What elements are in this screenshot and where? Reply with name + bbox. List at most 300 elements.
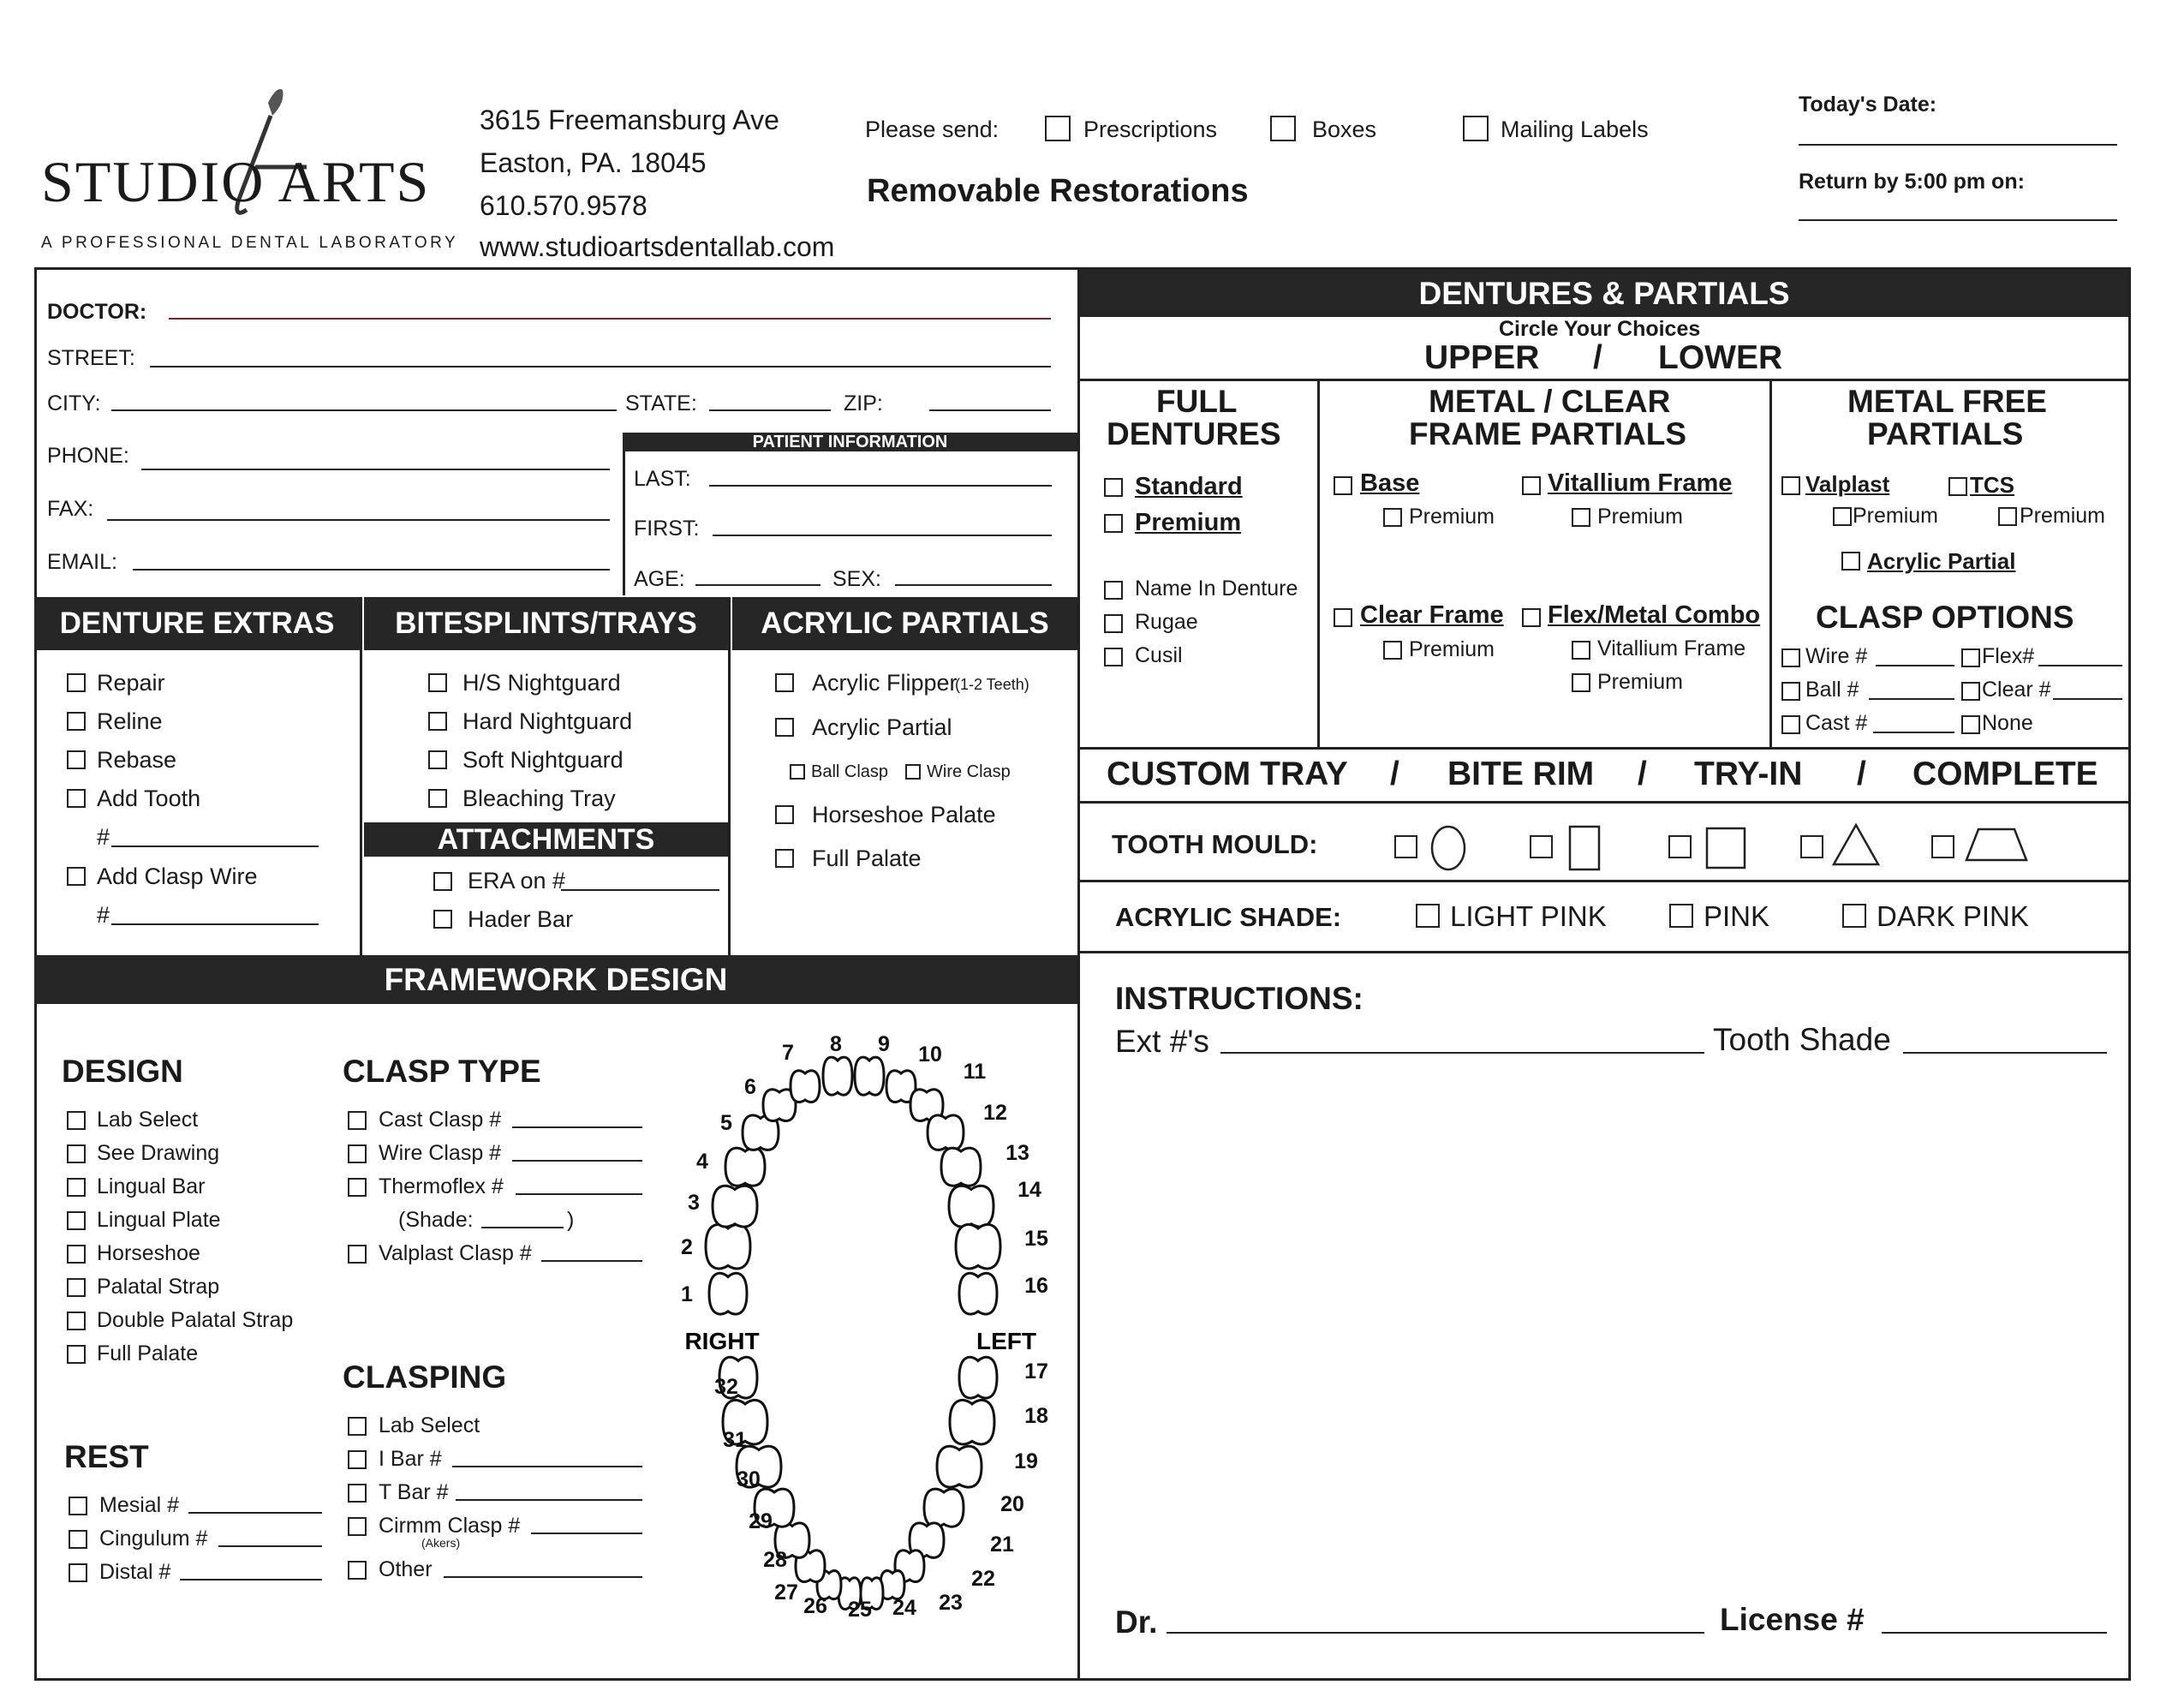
design-lingual-bar-label: Lingual Bar <box>97 1174 206 1198</box>
wire-clasp-type-checkbox[interactable] <box>348 1144 367 1163</box>
boxes-checkbox[interactable] <box>1270 116 1296 141</box>
tooth-number-3: 3 <box>688 1191 700 1215</box>
add-clasp-wire-hash: # <box>97 902 110 928</box>
tooth-13[interactable] <box>941 1148 981 1186</box>
i-bar-checkbox[interactable] <box>348 1450 367 1469</box>
prescriptions-label: Prescriptions <box>1083 117 1218 142</box>
design-title: DESIGN <box>62 1054 183 1089</box>
pink-checkbox[interactable] <box>1669 904 1693 928</box>
dentures-subheader-divider <box>1077 379 2131 381</box>
ball-option-field[interactable] <box>1869 698 1954 700</box>
license-field[interactable] <box>1882 1632 2107 1634</box>
premium-full-checkbox[interactable] <box>1104 514 1123 533</box>
tooth-number-18: 18 <box>1024 1404 1048 1428</box>
tooth-number-17: 17 <box>1024 1359 1048 1383</box>
tooth-8[interactable] <box>823 1057 852 1095</box>
ext-field[interactable] <box>1220 1052 1704 1054</box>
valplast-clasp-field[interactable] <box>541 1260 642 1262</box>
first-name-label: FIRST: <box>634 517 700 541</box>
t-bar-field[interactable] <box>456 1499 642 1501</box>
design-see-drawing-checkbox[interactable] <box>67 1144 86 1163</box>
tooth-4[interactable] <box>725 1148 765 1186</box>
divider-extras <box>360 597 362 957</box>
stage-separator-3: / <box>1857 756 1866 792</box>
none-option-label: None <box>1982 711 2033 735</box>
square-mould-icon <box>1704 824 1747 872</box>
rebase-checkbox[interactable] <box>67 750 86 769</box>
design-palatal-strap-checkbox[interactable] <box>67 1278 86 1297</box>
base-premium-checkbox[interactable] <box>1383 508 1402 527</box>
i-bar-label: I Bar # <box>379 1447 442 1471</box>
name-in-denture-checkbox[interactable] <box>1104 581 1123 600</box>
clear-frame-checkbox[interactable] <box>1334 608 1352 627</box>
sex-field[interactable] <box>895 584 1052 586</box>
clear-option-checkbox[interactable] <box>1961 682 1980 701</box>
design-double-palatal-strap-label: Double Palatal Strap <box>97 1308 294 1332</box>
tooth-2[interactable] <box>706 1224 750 1268</box>
design-palatal-strap-label: Palatal Strap <box>97 1275 220 1299</box>
bite-rim-option[interactable]: BITE RIM <box>1447 756 1595 792</box>
cast-clasp-label: Cast Clasp # <box>379 1108 502 1132</box>
flex-metal-label: Flex/Metal Combo <box>1548 601 1761 629</box>
add-clasp-wire-label: Add Clasp Wire <box>97 863 258 889</box>
denture-extras-header: DENTURE EXTRAS <box>34 597 360 650</box>
add-clasp-wire-number-field[interactable] <box>111 923 319 925</box>
reline-checkbox[interactable] <box>67 712 86 731</box>
tooth-number-7: 7 <box>782 1041 794 1065</box>
mould-square-checkbox[interactable] <box>1668 835 1692 858</box>
tooth-15[interactable] <box>956 1224 1000 1268</box>
email-field[interactable] <box>133 569 610 571</box>
vitallium-premium-label: Premium <box>1597 505 1684 529</box>
tooth-12[interactable] <box>928 1115 964 1150</box>
add-clasp-wire-checkbox[interactable] <box>67 867 86 886</box>
logo-subtitle: A PROFESSIONAL DENTAL LABORATORY <box>41 234 459 252</box>
bleaching-tray-label: Bleaching Tray <box>462 786 616 811</box>
vitallium-frame-label: Vitallium Frame <box>1548 469 1733 497</box>
license-label: License # <box>1720 1602 1865 1637</box>
thermoflex-shade-label: (Shade: <box>398 1208 474 1232</box>
stages-bottom-divider <box>1077 801 2131 804</box>
thermoflex-checkbox[interactable] <box>348 1178 367 1197</box>
soft-nightguard-checkbox[interactable] <box>428 750 447 769</box>
design-lab-select-label: Lab Select <box>97 1108 199 1132</box>
patient-info-header: PATIENT INFORMATION <box>623 433 1077 451</box>
hard-nightguard-label: Hard Nightguard <box>462 708 633 734</box>
email-label: EMAIL: <box>47 550 117 574</box>
full-dentures-divider <box>1317 379 1320 747</box>
rectangle-mould-icon <box>1567 824 1602 872</box>
design-lingual-plate-label: Lingual Plate <box>97 1208 221 1232</box>
metal-clear-title-1: METAL / CLEAR <box>1429 384 1671 419</box>
doctor-field[interactable] <box>169 318 1051 320</box>
cirmm-clasp-label: Cirmm Clasp # <box>379 1514 521 1538</box>
ball-clasp-checkbox[interactable] <box>790 764 805 780</box>
tooth-shade-field[interactable] <box>1903 1052 2107 1054</box>
tooth-16[interactable] <box>959 1273 997 1314</box>
lower-option[interactable]: LOWER <box>1658 339 1783 376</box>
flex-metal-checkbox[interactable] <box>1522 608 1541 627</box>
light-pink-label: LIGHT PINK <box>1450 900 1607 932</box>
circle-choices-label: Circle Your Choices <box>1499 317 1701 341</box>
light-pink-checkbox[interactable] <box>1416 904 1440 928</box>
mould-bottom-divider <box>1077 880 2131 882</box>
cast-option-checkbox[interactable] <box>1781 715 1800 734</box>
state-label: STATE: <box>625 391 697 415</box>
other-clasping-label: Other <box>379 1557 433 1581</box>
clasp-type-title: CLASP TYPE <box>343 1054 541 1089</box>
mould-oval-checkbox[interactable] <box>1394 835 1417 858</box>
cast-option-field[interactable] <box>1873 732 1954 733</box>
rest-distal-field[interactable] <box>180 1579 322 1580</box>
cirmm-clasp-field[interactable] <box>531 1533 642 1534</box>
tooth-number-12: 12 <box>983 1101 1007 1125</box>
design-double-palatal-strap-checkbox[interactable] <box>67 1312 86 1330</box>
tooth-number-15: 15 <box>1024 1227 1048 1251</box>
clear-option-field[interactable] <box>2053 698 2122 700</box>
add-tooth-hash: # <box>97 824 110 850</box>
tooth-number-21: 21 <box>990 1533 1014 1557</box>
please-send-label: Please send: <box>865 117 1000 142</box>
stage-separator-1: / <box>1390 756 1399 792</box>
dark-pink-label: DARK PINK <box>1877 900 2029 932</box>
last-name-label: LAST: <box>634 467 691 491</box>
tooth-number-27: 27 <box>774 1580 798 1604</box>
design-lingual-bar-checkbox[interactable] <box>67 1178 86 1197</box>
mailing-labels-checkbox[interactable] <box>1463 116 1489 141</box>
rest-distal-checkbox[interactable] <box>69 1563 87 1582</box>
tooth-number-24: 24 <box>892 1596 916 1620</box>
flex-premium-checkbox[interactable] <box>1572 673 1590 692</box>
shade-bottom-divider <box>1077 951 2131 953</box>
design-lingual-plate-checkbox[interactable] <box>67 1211 86 1230</box>
vitallium-frame-checkbox[interactable] <box>1522 476 1541 495</box>
other-clasping-field[interactable] <box>444 1576 642 1578</box>
tcs-checkbox[interactable] <box>1948 477 1967 496</box>
city-field[interactable] <box>111 409 617 411</box>
metal-free-title-1: METAL FREE <box>1847 384 2047 419</box>
stage-separator-2: / <box>1638 756 1647 792</box>
form-title: Removable Restorations <box>867 173 1249 209</box>
base-label: Base <box>1360 469 1420 497</box>
base-premium-label: Premium <box>1409 505 1495 529</box>
thermoflex-shade-field[interactable] <box>481 1227 564 1228</box>
full-palate-label: Full Palate <box>812 846 922 871</box>
fax-label: FAX: <box>47 497 94 521</box>
tooth-17[interactable] <box>959 1357 997 1398</box>
tooth-number-9: 9 <box>878 1032 890 1056</box>
custom-tray-option[interactable]: CUSTOM TRAY <box>1107 756 1348 792</box>
akers-note: (Akers) <box>421 1536 461 1550</box>
hader-bar-label: Hader Bar <box>468 906 574 932</box>
tooth-3[interactable] <box>713 1186 757 1227</box>
dentures-partials-header: DENTURES & PARTIALS <box>1080 270 2128 317</box>
tcs-label: TCS <box>1970 472 2014 498</box>
flex-option-checkbox[interactable] <box>1961 648 1980 667</box>
tooth-18[interactable] <box>950 1400 994 1443</box>
tooth-number-6: 6 <box>744 1075 756 1099</box>
sex-label: SEX: <box>832 567 881 591</box>
mailing-labels-label: Mailing Labels <box>1501 117 1649 142</box>
full-dentures-title-2: DENTURES <box>1107 416 1281 451</box>
acrylic-flipper-label: Acrylic Flipper <box>812 670 958 696</box>
tooth-number-20: 20 <box>1000 1492 1024 1516</box>
oval-mould-icon <box>1429 824 1468 872</box>
boxes-label: Boxes <box>1312 117 1377 142</box>
tooth-number-1: 1 <box>681 1282 693 1306</box>
wire-clasp-type-field[interactable] <box>512 1160 642 1162</box>
cast-option-label: Cast # <box>1805 711 1868 735</box>
tooth-number-30: 30 <box>737 1467 761 1491</box>
city-label: CITY: <box>47 391 101 415</box>
tooth-number-4: 4 <box>696 1150 708 1174</box>
valplast-premium-checkbox[interactable] <box>1833 507 1852 526</box>
era-label: ERA on # <box>468 868 566 893</box>
name-in-denture-label: Name In Denture <box>1135 577 1298 601</box>
age-label: AGE: <box>634 567 685 591</box>
valplast-clasp-checkbox[interactable] <box>348 1245 367 1264</box>
tcs-premium-checkbox[interactable] <box>1998 507 2017 526</box>
tooth-number-25: 25 <box>848 1598 872 1622</box>
rugae-label: Rugae <box>1135 610 1198 634</box>
clear-option-label: Clear # <box>1982 678 2051 702</box>
add-tooth-checkbox[interactable] <box>67 789 86 808</box>
left-side-label: LEFT <box>976 1328 1036 1354</box>
lab-website[interactable]: www.studioartsdentallab.com <box>480 231 835 262</box>
acrylic-partial-mf-checkbox[interactable] <box>1841 552 1860 571</box>
center-divider <box>1077 267 1080 1681</box>
valplast-checkbox[interactable] <box>1781 476 1800 495</box>
design-full-palate-checkbox[interactable] <box>67 1345 86 1364</box>
rest-cingulum-checkbox[interactable] <box>69 1530 87 1549</box>
add-tooth-label: Add Tooth <box>97 786 201 811</box>
phone-label: PHONE: <box>47 444 129 468</box>
tooth-14[interactable] <box>949 1186 994 1227</box>
rest-mesial-field[interactable] <box>188 1512 322 1514</box>
doctor-label: DOCTOR: <box>47 300 147 324</box>
street-label: STREET: <box>47 346 135 370</box>
mould-rectangle-checkbox[interactable] <box>1530 835 1553 858</box>
thermoflex-label: Thermoflex # <box>379 1174 504 1198</box>
tooth-number-22: 22 <box>971 1567 995 1591</box>
tcs-premium-label: Premium <box>2020 504 2106 528</box>
dr-signature-field[interactable] <box>1167 1632 1704 1634</box>
ball-option-checkbox[interactable] <box>1781 682 1800 701</box>
cirmm-clasp-checkbox[interactable] <box>348 1517 367 1536</box>
return-by-field[interactable] <box>1799 219 2117 221</box>
lab-address-2: Easton, PA. 18045 <box>480 147 707 178</box>
era-number-field[interactable] <box>561 889 719 891</box>
return-by-label: Return by 5:00 pm on: <box>1799 170 2025 194</box>
clasp-options-title: CLASP OPTIONS <box>1816 600 2074 635</box>
design-lab-select-checkbox[interactable] <box>67 1111 86 1130</box>
tooth-19[interactable] <box>937 1446 982 1487</box>
framework-design-header: FRAMEWORK DESIGN <box>34 955 1077 1004</box>
wire-clasp-type-label: Wire Clasp # <box>379 1141 502 1165</box>
prescriptions-checkbox[interactable] <box>1045 116 1071 141</box>
tooth-number-32: 32 <box>714 1375 738 1399</box>
attachments-header: ATTACHMENTS <box>364 822 728 857</box>
age-field[interactable] <box>695 584 820 586</box>
tooth-1[interactable] <box>709 1273 747 1314</box>
cusil-label: Cusil <box>1135 643 1183 667</box>
clasping-lab-select-checkbox[interactable] <box>348 1417 367 1436</box>
rebase-label: Rebase <box>97 747 177 773</box>
lab-address-1: 3615 Freemansburg Ave <box>480 105 779 135</box>
rest-mesial-checkbox[interactable] <box>69 1497 87 1515</box>
thermoflex-field[interactable] <box>516 1193 642 1195</box>
mould-triangle-checkbox[interactable] <box>1800 835 1823 858</box>
hs-nightguard-checkbox[interactable] <box>428 673 447 692</box>
dr-signature-label: Dr. <box>1115 1604 1158 1640</box>
acrylic-shade-label: ACRYLIC SHADE: <box>1115 902 1342 932</box>
first-name-field[interactable] <box>713 535 1052 536</box>
trapezoid-mould-icon <box>1963 826 2030 863</box>
rest-title: REST <box>64 1439 149 1474</box>
horseshoe-palate-label: Horseshoe Palate <box>812 802 996 828</box>
rugae-checkbox[interactable] <box>1104 614 1123 633</box>
acrylic-flipper-note: (1-2 Teeth) <box>955 676 1029 693</box>
triangle-mould-icon <box>1831 822 1881 867</box>
acrylic-flipper-checkbox[interactable] <box>775 673 794 692</box>
acrylic-partial-checkbox[interactable] <box>775 718 794 737</box>
wire-clasp-label: Wire Clasp <box>927 762 1011 781</box>
clear-frame-label: Clear Frame <box>1360 601 1504 629</box>
tooth-9[interactable] <box>855 1057 884 1095</box>
valplast-premium-label: Premium <box>1853 504 1939 528</box>
tooth-mould-label: TOOTH MOULD: <box>1112 829 1318 859</box>
zip-field[interactable] <box>929 409 1051 411</box>
clear-frame-premium-label: Premium <box>1409 637 1495 661</box>
design-horseshoe-checkbox[interactable] <box>67 1245 86 1264</box>
rest-cingulum-label: Cingulum # <box>99 1527 208 1551</box>
tooth-number-23: 23 <box>939 1591 963 1615</box>
tooth-7[interactable] <box>791 1071 820 1102</box>
wire-option-label: Wire # <box>1805 644 1868 668</box>
standard-checkbox[interactable] <box>1104 478 1123 497</box>
dark-pink-checkbox[interactable] <box>1842 904 1866 928</box>
wire-option-checkbox[interactable] <box>1781 648 1800 667</box>
instructions-title: INSTRUCTIONS: <box>1115 981 1364 1016</box>
tooth-number-16: 16 <box>1024 1274 1048 1298</box>
bleaching-tray-checkbox[interactable] <box>428 789 447 808</box>
cast-clasp-field[interactable] <box>512 1126 642 1128</box>
complete-option[interactable]: COMPLETE <box>1912 756 2098 792</box>
tooth-number-19: 19 <box>1014 1449 1038 1473</box>
tooth-chart[interactable] <box>659 1019 1071 1653</box>
flex-option-field[interactable] <box>2038 665 2122 666</box>
tooth-number-28: 28 <box>763 1548 787 1572</box>
ball-option-label: Ball # <box>1805 678 1859 702</box>
soft-nightguard-label: Soft Nightguard <box>462 747 624 773</box>
vitallium-premium-checkbox[interactable] <box>1572 508 1590 527</box>
tooth-number-13: 13 <box>1005 1141 1029 1165</box>
add-tooth-number-field[interactable] <box>111 846 319 847</box>
acrylic-partial-label: Acrylic Partial <box>812 714 952 740</box>
tooth-number-14: 14 <box>1017 1178 1041 1202</box>
last-name-field[interactable] <box>709 485 1052 487</box>
mould-trapezoid-checkbox[interactable] <box>1931 835 1954 858</box>
state-field[interactable] <box>709 409 831 411</box>
try-in-option[interactable]: TRY-IN <box>1694 756 1803 792</box>
tooth-number-11: 11 <box>963 1060 987 1084</box>
cusil-checkbox[interactable] <box>1104 648 1123 666</box>
tooth-shade-label: Tooth Shade <box>1713 1022 1891 1057</box>
flex-vitallium-label: Vitallium Frame <box>1597 636 1746 660</box>
tooth-number-2: 2 <box>681 1235 693 1259</box>
era-checkbox[interactable] <box>433 872 452 891</box>
instructions-area[interactable] <box>1113 1071 2115 1585</box>
design-full-palate-label: Full Palate <box>97 1341 199 1365</box>
bitesplints-header: BITESPLINTS/TRAYS <box>364 597 728 650</box>
valplast-label: Valplast <box>1805 471 1890 497</box>
t-bar-checkbox[interactable] <box>348 1484 367 1503</box>
street-field[interactable] <box>150 366 1051 367</box>
tooth-number-29: 29 <box>749 1509 773 1533</box>
logo-text: STUDIO ARTS <box>41 149 431 214</box>
design-horseshoe-label: Horseshoe <box>97 1241 200 1265</box>
hard-nightguard-checkbox[interactable] <box>428 712 447 731</box>
upper-lower-separator: / <box>1593 339 1602 376</box>
clasping-lab-select-label: Lab Select <box>379 1413 480 1437</box>
flex-vitallium-checkbox[interactable] <box>1572 641 1590 660</box>
tooth-20[interactable] <box>924 1489 964 1527</box>
divider-bitesplints <box>728 597 731 957</box>
patient-box-left <box>623 433 625 595</box>
thermoflex-shade-close: ) <box>567 1208 575 1232</box>
standard-label: Standard <box>1135 473 1243 500</box>
t-bar-label: T Bar # <box>379 1480 449 1504</box>
flex-premium-label: Premium <box>1597 670 1684 694</box>
stages-top-divider <box>1077 747 2131 750</box>
rest-mesial-label: Mesial # <box>99 1493 180 1517</box>
hader-bar-checkbox[interactable] <box>433 910 452 929</box>
none-option-checkbox[interactable] <box>1961 715 1980 734</box>
clear-frame-premium-checkbox[interactable] <box>1383 641 1402 660</box>
fax-field[interactable] <box>107 519 610 521</box>
acrylic-partials-header: ACRYLIC PARTIALS <box>732 597 1077 650</box>
wire-option-field[interactable] <box>1876 665 1954 666</box>
wire-clasp-checkbox[interactable] <box>905 764 921 780</box>
right-side-label: RIGHT <box>684 1328 760 1354</box>
base-checkbox[interactable] <box>1334 476 1352 495</box>
pink-label: PINK <box>1704 900 1770 932</box>
metal-clear-title-2: FRAME PARTIALS <box>1409 416 1687 451</box>
upper-option[interactable]: UPPER <box>1424 339 1540 376</box>
horseshoe-palate-checkbox[interactable] <box>775 805 794 824</box>
rest-cingulum-field[interactable] <box>218 1545 322 1547</box>
rest-distal-label: Distal # <box>99 1560 171 1584</box>
tooth-number-8: 8 <box>830 1032 842 1056</box>
other-clasping-checkbox[interactable] <box>348 1561 367 1580</box>
repair-label: Repair <box>97 670 165 696</box>
tooth-number-10: 10 <box>918 1043 942 1067</box>
phone-field[interactable] <box>141 469 610 470</box>
full-palate-checkbox[interactable] <box>775 849 794 868</box>
zip-label: ZIP: <box>844 391 883 415</box>
todays-date-label: Today's Date: <box>1799 93 1937 117</box>
acrylic-partial-mf-label: Acrylic Partial <box>1867 548 2016 574</box>
i-bar-field[interactable] <box>452 1466 642 1467</box>
cast-clasp-checkbox[interactable] <box>348 1111 367 1130</box>
clasping-title: CLASPING <box>343 1359 507 1395</box>
repair-checkbox[interactable] <box>67 673 86 692</box>
todays-date-field[interactable] <box>1799 144 2117 146</box>
ext-label: Ext #'s <box>1115 1024 1209 1059</box>
metal-free-divider <box>1769 379 1772 747</box>
lab-phone: 610.570.9578 <box>480 190 647 221</box>
tooth-number-26: 26 <box>803 1594 827 1618</box>
